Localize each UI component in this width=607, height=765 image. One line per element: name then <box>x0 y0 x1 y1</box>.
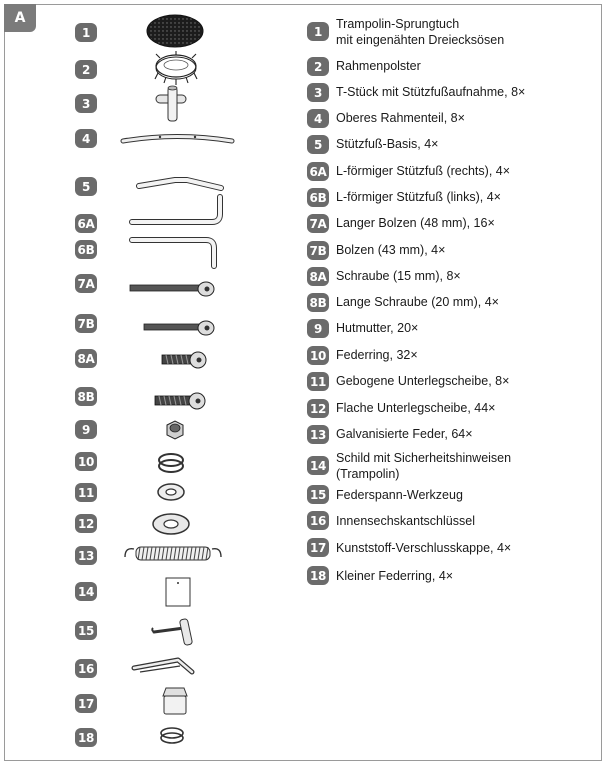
plastic-cap-icon <box>160 684 190 716</box>
part-badge-left: 6B <box>75 240 97 259</box>
part-badge-left: 12 <box>75 514 97 533</box>
parts-list-frame <box>4 4 602 761</box>
long-bolt-icon <box>128 279 216 299</box>
top-frame-rail-icon <box>120 131 235 147</box>
legend-label: Trampolin-Sprungtuch mit eingenähten Dreiecksösen <box>336 17 505 47</box>
legend-label: Lange Schraube (20 mm), 4× <box>336 295 499 309</box>
legend-badge: 17 <box>307 538 329 557</box>
legend-badge: 10 <box>307 346 329 365</box>
part-badge-left: 7A <box>75 274 97 293</box>
spring-washer-icon <box>156 451 186 475</box>
part-badge-left: 7B <box>75 314 97 333</box>
part-badge-left: 17 <box>75 694 97 713</box>
legend-badge: 16 <box>307 511 329 530</box>
legend-badge: 6A <box>307 162 329 181</box>
small-spring-washer-icon <box>158 724 186 748</box>
legend-label: Innensechskantschlüssel <box>336 514 475 528</box>
legend-badge: 11 <box>307 372 329 391</box>
part-badge-left: 10 <box>75 452 97 471</box>
legend-label: T-Stück mit Stützfußaufnahme, 8× <box>336 85 526 99</box>
legend-label: Langer Bolzen (48 mm), 16× <box>336 216 495 230</box>
legend-badge: 4 <box>307 109 329 128</box>
part-badge-left: 9 <box>75 420 97 439</box>
cap-nut-icon <box>163 417 187 441</box>
spring-icon <box>122 543 224 565</box>
hex-key-icon <box>130 650 200 680</box>
legend-label: Flache Unterlegscheibe, 44× <box>336 401 496 415</box>
frame-pad-icon <box>150 51 202 87</box>
safety-sign-icon <box>165 577 191 607</box>
legend-label: Kleiner Federring, 4× <box>336 569 454 583</box>
part-badge-left: 5 <box>75 177 97 196</box>
legend-badge: 5 <box>307 135 329 154</box>
legend-label: Bolzen (43 mm), 4× <box>336 243 446 257</box>
legend-label: Hutmutter, 20× <box>336 321 419 335</box>
legend-label: Galvanisierte Feder, 64× <box>336 427 473 441</box>
part-badge-left: 14 <box>75 582 97 601</box>
part-badge-left: 1 <box>75 23 97 42</box>
legend-badge: 12 <box>307 399 329 418</box>
legend-label: Federspann-Werkzeug <box>336 488 463 502</box>
legend-label: Gebogene Unterlegscheibe, 8× <box>336 374 510 388</box>
legend-badge: 14 <box>307 456 329 475</box>
long-screw-icon <box>153 390 208 412</box>
t-piece-icon <box>152 85 192 123</box>
legend-badge: 13 <box>307 425 329 444</box>
part-badge-left: 16 <box>75 659 97 678</box>
legend-badge: 3 <box>307 83 329 102</box>
part-badge-left: 8B <box>75 387 97 406</box>
l-leg-left-icon <box>128 232 228 272</box>
part-badge-left: 3 <box>75 94 97 113</box>
part-badge-left: 8A <box>75 349 97 368</box>
legend-label: Schraube (15 mm), 8× <box>336 269 461 283</box>
legend-badge: 9 <box>307 319 329 338</box>
part-badge-left: 15 <box>75 621 97 640</box>
legend-badge: 7A <box>307 214 329 233</box>
legend-label: Kunststoff-Verschlusskappe, 4× <box>336 541 512 555</box>
legend-badge: 1 <box>307 22 329 41</box>
legend-label: L-förmiger Stützfuß (rechts), 4× <box>336 164 511 178</box>
legend-badge: 8B <box>307 293 329 312</box>
part-badge-left: 4 <box>75 129 97 148</box>
screw-icon <box>160 350 210 370</box>
legend-badge: 15 <box>307 485 329 504</box>
section-label: A <box>4 4 36 32</box>
flat-washer-icon <box>151 511 191 537</box>
legend-badge: 6B <box>307 188 329 207</box>
spring-tool-icon <box>150 616 198 648</box>
legend-badge: 7B <box>307 241 329 260</box>
bolt-icon <box>142 318 217 338</box>
legend-label: L-förmiger Stützfuß (links), 4× <box>336 190 501 204</box>
legend-badge: 18 <box>307 566 329 585</box>
legend-label: Schild mit Sicherheitshinweisen (Trampolin) <box>336 451 512 481</box>
part-badge-left: 13 <box>75 546 97 565</box>
part-badge-left: 11 <box>75 483 97 502</box>
legend-label: Rahmenpolster <box>336 59 421 73</box>
legend-label: Oberes Rahmenteil, 8× <box>336 111 465 125</box>
curved-washer-icon <box>156 481 186 503</box>
legend-label: Stützfuß-Basis, 4× <box>336 137 439 151</box>
part-badge-left: 6A <box>75 214 97 233</box>
legend-badge: 8A <box>307 267 329 286</box>
legend-badge: 2 <box>307 57 329 76</box>
mat-icon <box>145 13 205 49</box>
part-badge-left: 2 <box>75 60 97 79</box>
part-badge-left: 18 <box>75 728 97 747</box>
legend-label: Federring, 32× <box>336 348 418 362</box>
